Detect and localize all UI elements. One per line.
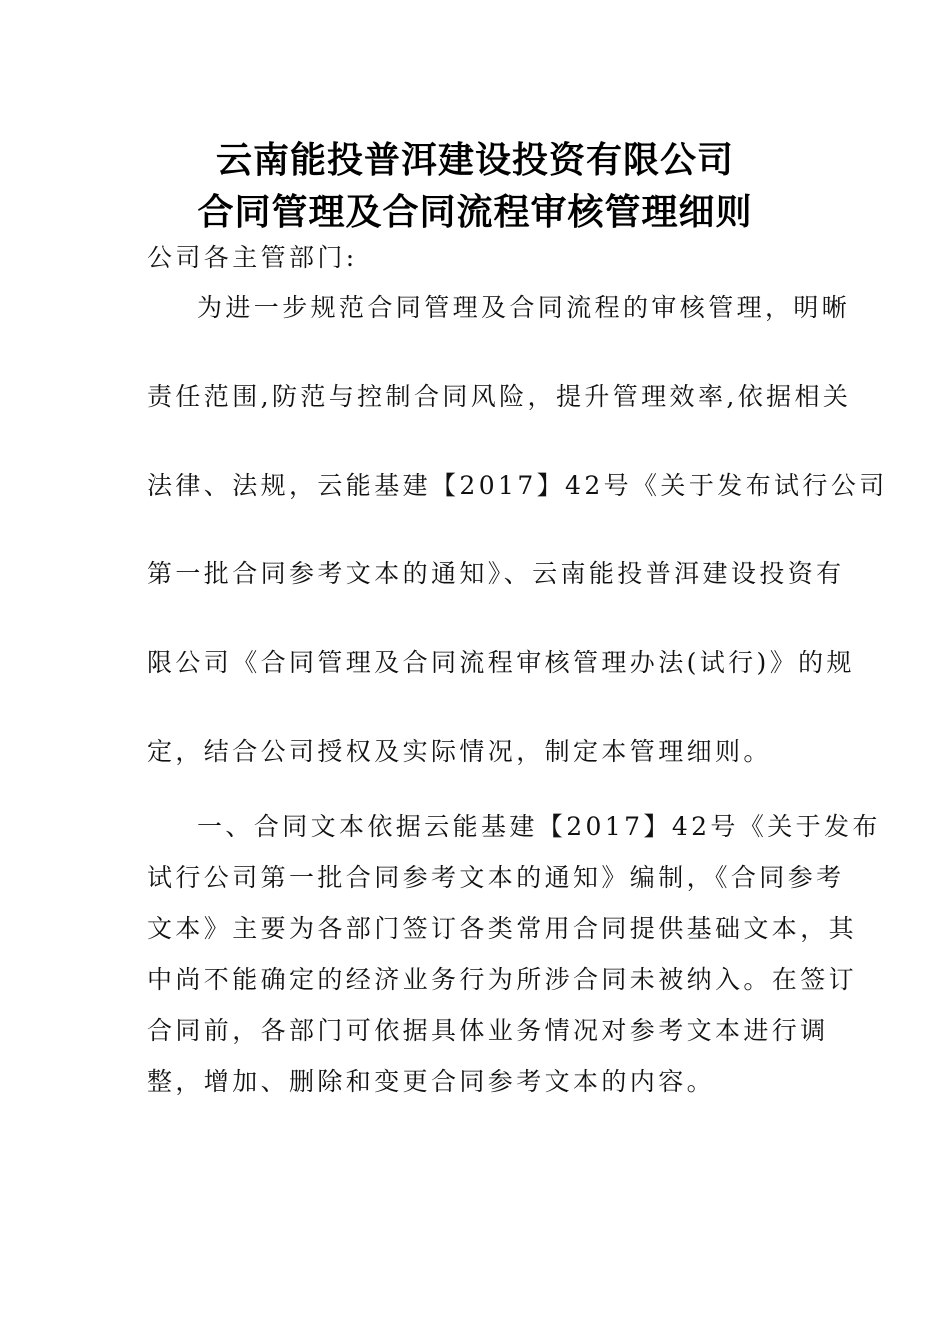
section-1-line: 一、合同文本依据云能基建【2017】42号《关于发布 [197, 812, 881, 841]
section-1-line: 合同前，各部门可依据具体业务情况对参考文本进行调 [147, 1016, 829, 1045]
section-1-line: 中尚不能确定的经济业务行为所涉合同未被纳入。在签订 [147, 965, 858, 994]
section-1-line: 文本》主要为各部门签订各类常用合同提供基础文本，其 [147, 914, 858, 943]
section-1-line: 试行公司第一批合同参考文本的通知》编制，《合同参考 [147, 863, 845, 892]
intro-paragraph-line: 第一批合同参考文本的通知》、云南能投普洱建设投资有 [147, 559, 845, 588]
document-title-line-1: 云南能投普洱建设投资有限公司 [215, 140, 734, 181]
intro-paragraph-line: 责任范围,防范与控制合同风险，提升管理效率,依据相关 [147, 382, 852, 411]
intro-paragraph-line: 限公司《合同管理及合同流程审核管理办法(试行)》的规 [147, 648, 855, 677]
intro-paragraph-line: 法律、法规，云能基建【2017】42号《关于发布试行公司 [147, 471, 888, 500]
intro-paragraph-line: 为进一步规范合同管理及合同流程的审核管理，明晰 [197, 293, 851, 322]
salutation: 公司各主管部门: [147, 243, 358, 272]
section-1-line: 整，增加、删除和变更合同参考文本的内容。 [147, 1067, 716, 1096]
document-title-line-2: 合同管理及合同流程审核管理细则 [197, 192, 753, 233]
intro-paragraph-line: 定，结合公司授权及实际情况，制定本管理细则。 [147, 737, 772, 766]
